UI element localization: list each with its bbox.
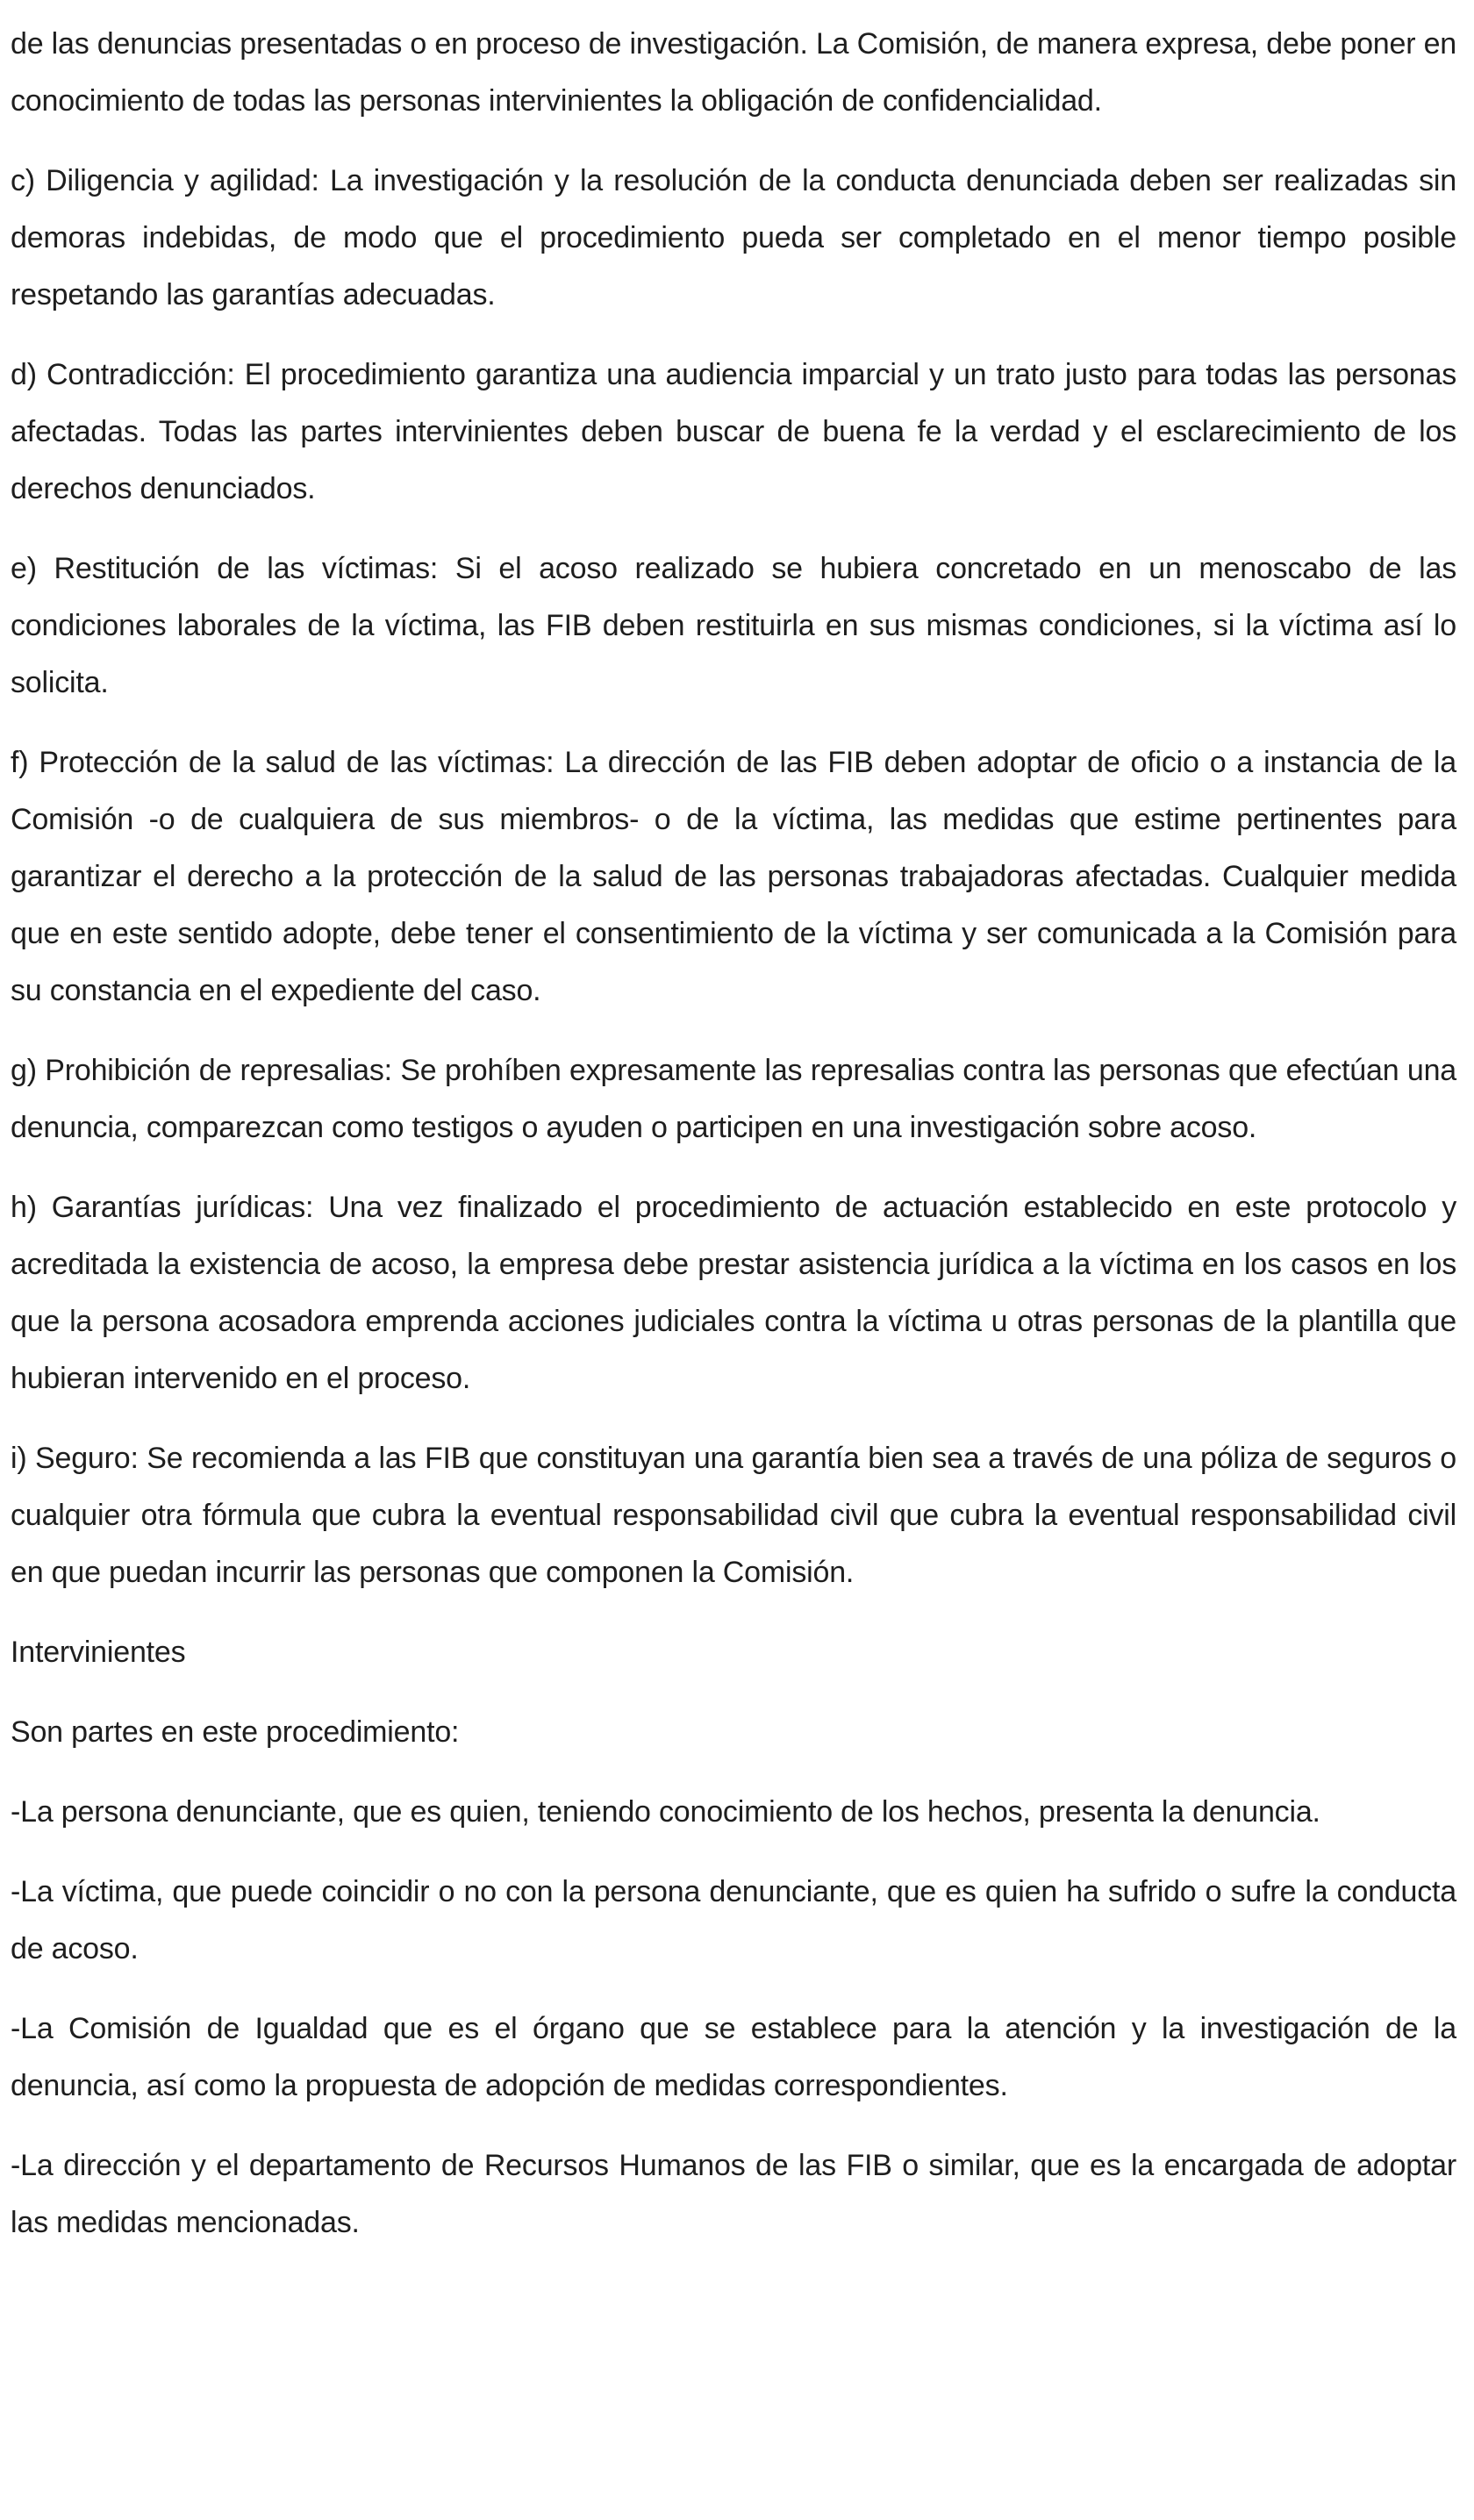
section-heading-intervinientes: Intervinientes <box>11 1636 186 1669</box>
paragraph-victim-restitution: e) Restitución de las víctimas: Si el acoso realizado se hubiera concretado en un menoscabo de las condiciones laborales de la víctima, las FIB deben restituirla en sus mismas condiciones, si la víctima así lo solicita. <box>11 552 1456 699</box>
list-item-equality-commission: -La Comisión de Igualdad que es el órgano que se establece para la atención y la investigación de la denuncia, así como la propuesta de adopción de medidas correspondientes. <box>11 2012 1456 2102</box>
document-page <box>11 16 1456 2274</box>
list-item-complainant: -La persona denunciante, que es quien, teniendo conocimiento de los hechos, presenta la denuncia. <box>11 1795 1320 1829</box>
paragraph-legal-guarantees: h) Garantías jurídicas: Una vez finalizado el procedimiento de actuación establecido en este protocolo y acreditada la existencia de acoso, la empresa debe prestar asistencia jurídica a la víctima en los casos en los que la persona acosadora emprenda acciones judiciales contra la víctima u otras personas de la plantilla que hubieran intervenido en el proceso. <box>11 1191 1456 1395</box>
paragraph-contradiction: d) Contradicción: El procedimiento garantiza una audiencia imparcial y un trato justo para todas las personas afectadas. Todas las partes intervinientes deben buscar de buena fe la verdad y el esclarecimiento de los derechos denunciados. <box>11 358 1456 505</box>
paragraph-parties-intro: Son partes en este procedimiento: <box>11 1715 460 1749</box>
paragraph-retaliation-prohibition: g) Prohibición de represalias: Se prohíben expresamente las represalias contra las personas que efectúan una denuncia, comparezcan como testigos o ayuden o participen en una investigación sobre acoso. <box>11 1054 1456 1144</box>
paragraph-diligence-agility: c) Diligencia y agilidad: La investigación y la resolución de la conducta denunciada deben ser realizadas sin demoras indebidas, de modo que el procedimiento pueda ser completado en el menor tiempo posible respetando las garantías adecuadas. <box>11 164 1456 311</box>
paragraph-insurance: i) Seguro: Se recomienda a las FIB que constituyan una garantía bien sea a través de una póliza de seguros o cualquier otra fórmula que cubra la eventual responsabilidad civil que cubra la eventual responsabilidad civil en que puedan incurrir las personas que componen la Comisión. <box>11 1442 1456 1589</box>
list-item-victim: -La víctima, que puede coincidir o no con la persona denunciante, que es quien ha sufrido o sufre la conducta de acoso. <box>11 1875 1456 1965</box>
paragraph-confidentiality-continuation: de las denuncias presentadas o en proceso de investigación. La Comisión, de manera expresa, debe poner en conocimiento de todas las personas intervinientes la obligación de confidencialidad. <box>11 27 1456 118</box>
list-item-hr-department: -La dirección y el departamento de Recursos Humanos de las FIB o similar, que es la encargada de adoptar las medidas mencionadas. <box>11 2149 1456 2239</box>
paragraph-health-protection: f) Protección de la salud de las víctimas: La dirección de las FIB deben adoptar de oficio o a instancia de la Comisión -o de cualquiera de sus miembros- o de la víctima, las medidas que estime pertinentes para garantizar el derecho a la protección de la salud de las personas trabajadoras afectadas. Cualquier medida que en este sentido adopte, debe tener el consentimiento de la víctima y ser comunicada a la Comisión para su constancia en el expediente del caso. <box>11 746 1456 1007</box>
